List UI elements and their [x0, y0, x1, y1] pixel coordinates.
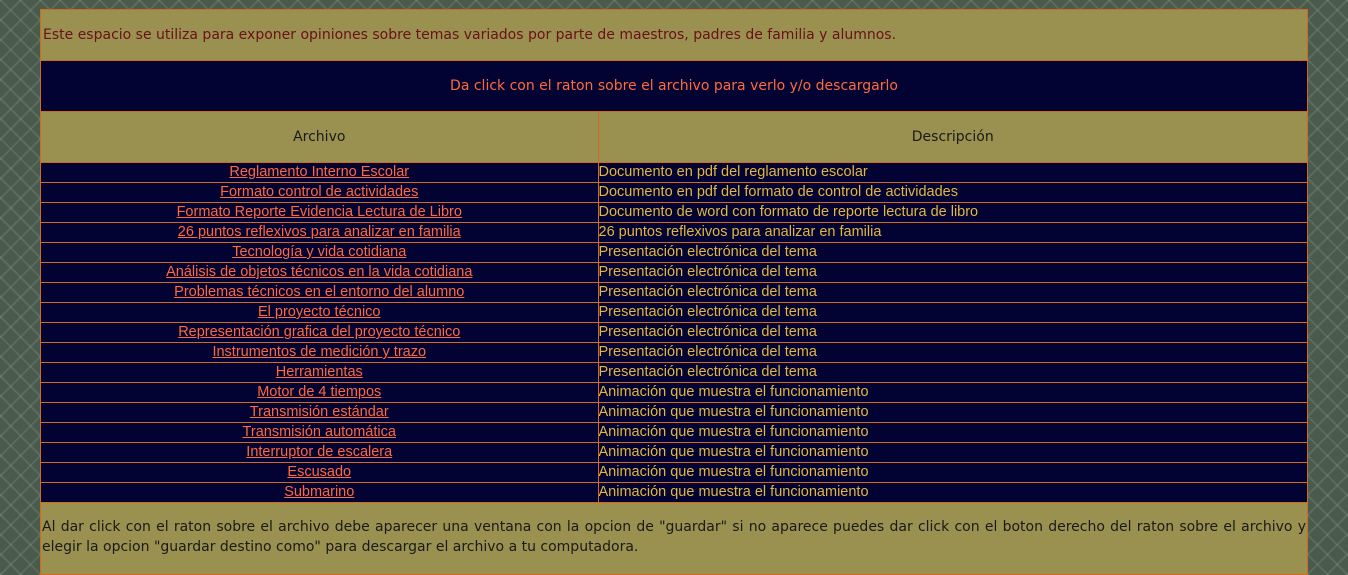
file-link[interactable]: Problemas técnicos en el entorno del alumno: [174, 284, 465, 300]
description-cell: Animación que muestra el funcionamiento: [598, 403, 1307, 423]
file-cell: [41, 323, 598, 343]
files-table: [41, 112, 1307, 503]
file-cell: [41, 403, 598, 423]
table-row: [41, 463, 1307, 483]
file-link[interactable]: Instrumentos de medición y trazo: [212, 344, 427, 360]
file-link[interactable]: Transmisión estándar: [249, 404, 389, 420]
content-panel: [40, 9, 1308, 575]
description-cell: 26 puntos reflexivos para analizar en familia: [598, 223, 1307, 243]
file-link[interactable]: Motor de 4 tiempos: [257, 384, 382, 400]
table-row: [41, 383, 1307, 403]
table-header-row: [41, 112, 1307, 163]
file-cell: [41, 483, 598, 503]
file-cell: [41, 263, 598, 283]
file-cell: [41, 383, 598, 403]
table-row: [41, 223, 1307, 243]
table-row: [41, 283, 1307, 303]
file-cell: [41, 343, 598, 363]
file-link[interactable]: Tecnología y vida cotidiana: [232, 244, 407, 260]
description-cell: Documento en pdf del reglamento escolar: [598, 163, 1307, 183]
file-link[interactable]: Representación grafica del proyecto técnico: [178, 324, 461, 340]
description-cell: Documento en pdf del formato de control de actividades: [598, 183, 1307, 203]
table-row: [41, 163, 1307, 183]
description-cell: Presentación electrónica del tema: [598, 303, 1307, 323]
description-cell: Presentación electrónica del tema: [598, 243, 1307, 263]
instructions-banner: Da click con el raton sobre el archivo para verlo y/o descargarlo: [41, 61, 1307, 112]
column-header-archivo: Archivo: [41, 112, 598, 163]
table-row: [41, 403, 1307, 423]
file-link[interactable]: 26 puntos reflexivos para analizar en familia: [177, 224, 461, 240]
file-link[interactable]: Transmisión automática: [242, 424, 396, 440]
description-cell: Presentación electrónica del tema: [598, 323, 1307, 343]
file-cell: [41, 223, 598, 243]
download-instructions: Al dar click con el raton sobre el archivo debe aparecer una ventana con la opcion de "guardar" si no aparece puedes dar click con el boton derecho del raton sobre el archivo y elegir la opcion "guardar destino como" para descargar el archivo a tu computadora.: [42, 519, 1306, 555]
description-cell: Presentación electrónica del tema: [598, 263, 1307, 283]
description-cell: Animación que muestra el funcionamiento: [598, 383, 1307, 403]
file-link[interactable]: Formato control de actividades: [220, 184, 419, 200]
file-cell: [41, 423, 598, 443]
file-cell: [41, 443, 598, 463]
table-row: [41, 183, 1307, 203]
description-cell: Animación que muestra el funcionamiento: [598, 443, 1307, 463]
table-row: [41, 423, 1307, 443]
description-cell: Presentación electrónica del tema: [598, 363, 1307, 383]
file-link[interactable]: Interruptor de escalera: [246, 444, 393, 460]
description-cell: Presentación electrónica del tema: [598, 283, 1307, 303]
file-cell: [41, 303, 598, 323]
table-row: [41, 443, 1307, 463]
table-row: [41, 363, 1307, 383]
file-cell: [41, 183, 598, 203]
file-link[interactable]: Herramientas: [275, 364, 363, 380]
column-header-descripcion: Descripción: [598, 112, 1307, 163]
file-cell: [41, 463, 598, 483]
file-cell: [41, 283, 598, 303]
description-cell: Documento de word con formato de reporte lectura de libro: [598, 203, 1307, 223]
table-row: [41, 483, 1307, 503]
table-row: [41, 343, 1307, 363]
file-link[interactable]: El proyecto técnico: [257, 304, 381, 320]
description-cell: Animación que muestra el funcionamiento: [598, 483, 1307, 503]
table-row: [41, 303, 1307, 323]
description-cell: Animación que muestra el funcionamiento: [598, 423, 1307, 443]
file-cell: [41, 203, 598, 223]
file-cell: [41, 363, 598, 383]
file-cell: [41, 243, 598, 263]
description-cell: Presentación electrónica del tema: [598, 343, 1307, 363]
table-row: [41, 323, 1307, 343]
file-cell: [41, 163, 598, 183]
file-link[interactable]: Formato Reporte Evidencia Lectura de Libro: [176, 204, 462, 220]
file-link[interactable]: Análisis de objetos técnicos en la vida cotidiana: [166, 264, 473, 280]
file-link[interactable]: Submarino: [284, 484, 355, 500]
table-row: [41, 263, 1307, 283]
file-link[interactable]: Escusado: [287, 464, 352, 480]
file-link[interactable]: Reglamento Interno Escolar: [229, 164, 410, 180]
table-row: [41, 243, 1307, 263]
description-cell: Animación que muestra el funcionamiento: [598, 463, 1307, 483]
table-row: [41, 203, 1307, 223]
intro-text: Este espacio se utiliza para exponer opiniones sobre temas variados por parte de maestros, padres de familia y alumnos.: [41, 10, 1307, 61]
